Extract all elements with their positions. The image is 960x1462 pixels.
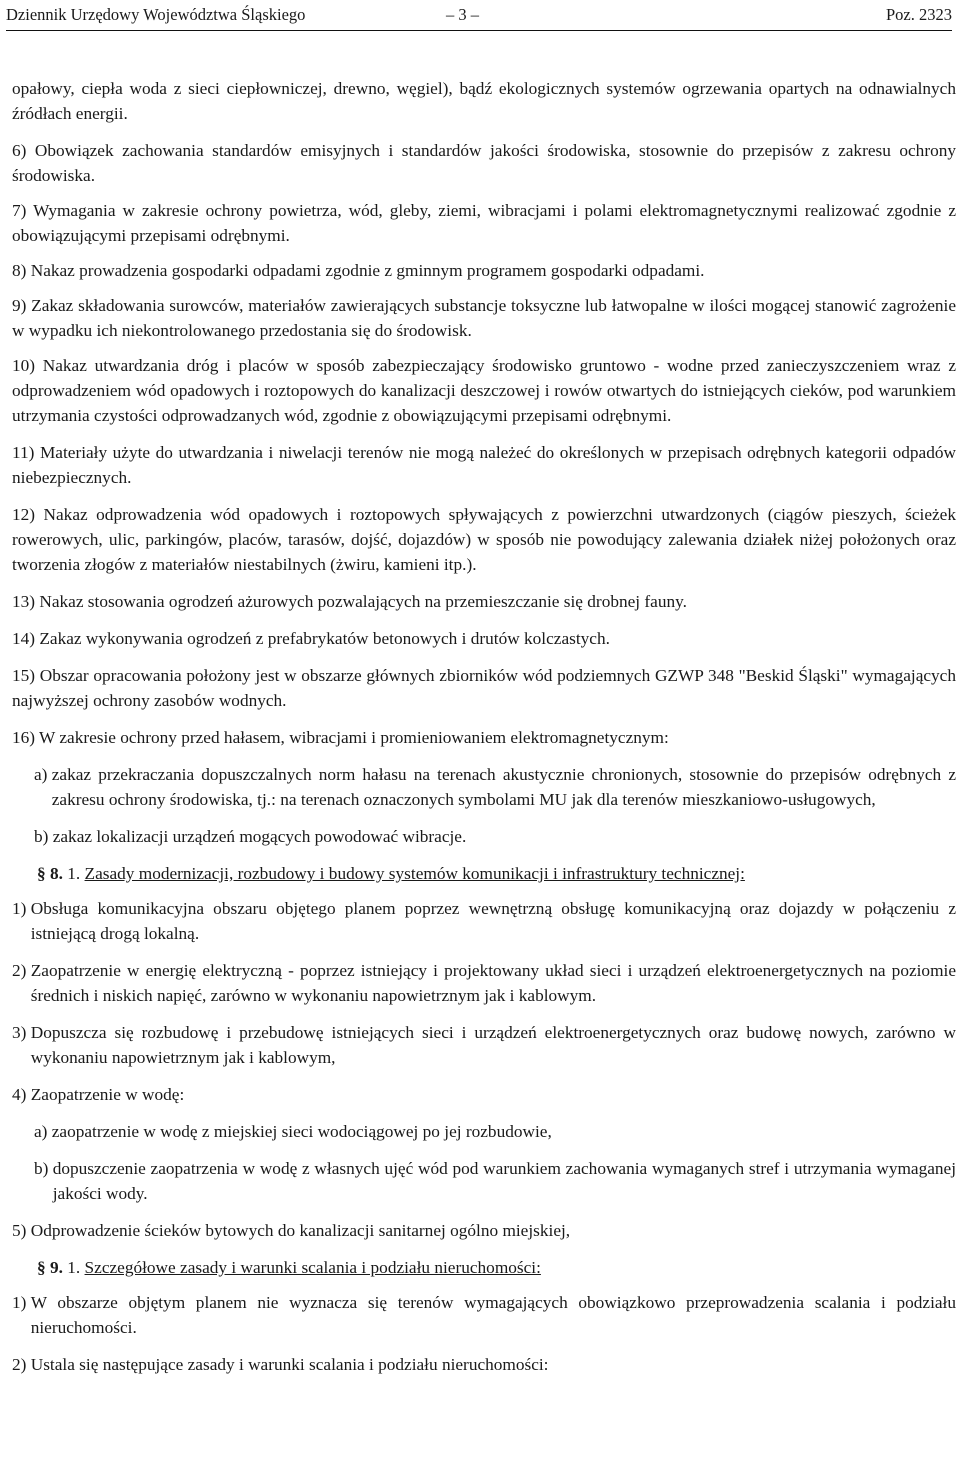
section-8-subnumber: 1. <box>67 864 81 883</box>
section-9-heading <box>12 1255 956 1280</box>
section-8-title: Zasady modernizacji, rozbudowy i budowy systemów komunikacji i infrastruktury technicznej: <box>84 864 745 883</box>
journal-title: Dziennik Urzędowy Województwa Śląskiego <box>6 5 306 24</box>
item-marker: b) <box>34 1159 53 1178</box>
section-8-item-5: 5) Odprowadzenie ścieków bytowych do kanalizacji sanitarnej ogólno miejskiej, <box>12 1221 571 1240</box>
section-8-item-4a: a) zaopatrzenie w wodę z miejskiej sieci wodociągowej po jej rozbudowie, <box>34 1122 552 1141</box>
item-text: W obszarze objętym planem nie wyznacza się terenów wymagających obowiązkowo przeprowadzenia scalania i podziału nieruchomości. <box>30 1293 956 1337</box>
page-header <box>6 0 952 31</box>
item-text: Zaopatrzenie w energię elektryczną - poprzez istniejący i projektowany układ sieci i urządzeń elektroenergetycznych na poziomie średnich i niskich napięć, zarówno w wykonaniu napowietrznym jak i kablowym. <box>30 961 956 1005</box>
item-marker: 1) <box>12 899 31 918</box>
page-number: – 3 – <box>446 5 479 24</box>
section-8-item-1 <box>12 896 956 946</box>
paragraph-13: 13) Nakaz stosowania ogrodzeń ażurowych pozwalających na przemieszczanie się drobnej fauny. <box>12 592 687 611</box>
paragraph-15: 15) Obszar opracowania położony jest w obszarze głównych zbiorników wód podziemnych GZWP 348 "Beskid Śląski" wymagających najwyższej ochrony zasobów wodnych. <box>12 666 956 710</box>
section-8-item-4: 4) Zaopatrzenie w wodę: <box>12 1085 185 1104</box>
section-9-item-2: 2) Ustala się następujące zasady i warunki scalania i podziału nieruchomości: <box>12 1355 549 1374</box>
paragraph-11: 11) Materiały użyte do utwardzania i niwelacji terenów nie mogą należeć do określonych w przepisach odrębnych kategorii odpadów niebezpiecznych. <box>12 443 956 487</box>
paragraph-6: 6) Obowiązek zachowania standardów emisyjnych i standardów jakości środowiska, stosownie do przepisów z zakresu ochrony środowiska. <box>12 141 956 185</box>
section-8-item-3 <box>12 1020 956 1070</box>
paragraph-continuation: opałowy, ciepła woda z sieci ciepłowniczej, drewno, węgiel), bądź ekologicznych systemów ogrzewania opartych na odnawialnych źródłach energii. <box>12 79 956 123</box>
paragraph-9: 9) Zakaz składowania surowców, materiałów zawierających substancje toksyczne lub łatwopalne w ilości mogącej stanowić zagrożenie w wypadku ich niekontrolowanego przedostania się do środowisk. <box>12 296 956 340</box>
document-body <box>12 76 956 1377</box>
section-8-heading <box>12 861 956 886</box>
section-9-number: § 9. <box>37 1258 63 1277</box>
item-marker: 2) <box>12 961 31 980</box>
paragraph-8: 8) Nakaz prowadzenia gospodarki odpadami zgodnie z gminnym programem gospodarki odpadami. <box>12 261 705 280</box>
section-8-item-4b <box>12 1156 956 1206</box>
item-text: zakaz przekraczania dopuszczalnych norm hałasu na terenach akustycznie chronionych, stosownie do przepisów odrębnych z zakresu ochrony środowiska, tj.: na terenach oznaczonych symbolami MU jak dla terenów mieszkaniowo-usługowych, <box>51 765 956 809</box>
paragraph-10: 10) Nakaz utwardzania dróg i placów w sposób zabezpieczający środowisko gruntowo - wodne przed zanieczyszczeniem wraz z odprowadzeniem wód opadowych i roztopowych do kanalizacji deszczowej i rowów otwartych do istniejących cieków, pod warunkiem utrzymania czystości odprowadzanych wód, zgodnie z obowiązującymi przepisami odrębnymi. <box>12 356 956 425</box>
paragraph-16: 16) W zakresie ochrony przed hałasem, wibracjami i promieniowaniem elektromagnetycznym: <box>12 728 669 747</box>
paragraph-16a <box>12 762 956 812</box>
item-text: Dopuszcza się rozbudowę i przebudowę istniejących sieci i urządzeń elektroenergetycznych oraz budowę nowych, zarówno w wykonaniu napowietrznym jak i kablowym, <box>30 1023 956 1067</box>
paragraph-7: 7) Wymagania w zakresie ochrony powietrza, wód, gleby, ziemi, wibracjami i polami elektromagnetycznymi realizować zgodnie z obowiązującymi przepisami odrębnymi. <box>12 201 956 245</box>
item-marker: a) <box>34 765 52 784</box>
section-8-item-2 <box>12 958 956 1008</box>
section-9-title: Szczegółowe zasady i warunki scalania i podziału nieruchomości: <box>84 1258 541 1277</box>
position-number: Poz. 2323 <box>886 5 952 24</box>
section-9-item-1 <box>12 1290 956 1340</box>
section-9-subnumber: 1. <box>67 1258 81 1277</box>
paragraph-12: 12) Nakaz odprowadzenia wód opadowych i roztopowych spływających z powierzchni utwardzonych (ciągów pieszych, ścieżek rowerowych, ulic, parkingów, placów, tarasów, dojść, dojazdów) w sposób nie powodujący zalewania działek niżej położonych oraz tworzenia złogów z materiałów niestabilnych (żwiru, kamieni itp.). <box>12 505 956 574</box>
item-marker: 1) <box>12 1293 31 1312</box>
section-8-number: § 8. <box>37 864 63 883</box>
item-text: Obsługa komunikacyjna obszaru objętego planem poprzez wewnętrzną obsługę komunikacyjną oraz dojazdy w połączeniu z istniejącą drogą lokalną. <box>30 899 956 943</box>
item-text: dopuszczenie zaopatrzenia w wodę z własnych ujęć wód pod warunkiem zachowania wymaganych stref i utrzymania wymaganej jakości wody. <box>52 1159 956 1203</box>
item-marker: 3) <box>12 1023 31 1042</box>
paragraph-14: 14) Zakaz wykonywania ogrodzeń z prefabrykatów betonowych i drutów kolczastych. <box>12 629 610 648</box>
paragraph-16b: b) zakaz lokalizacji urządzeń mogących powodować wibracje. <box>34 827 467 846</box>
